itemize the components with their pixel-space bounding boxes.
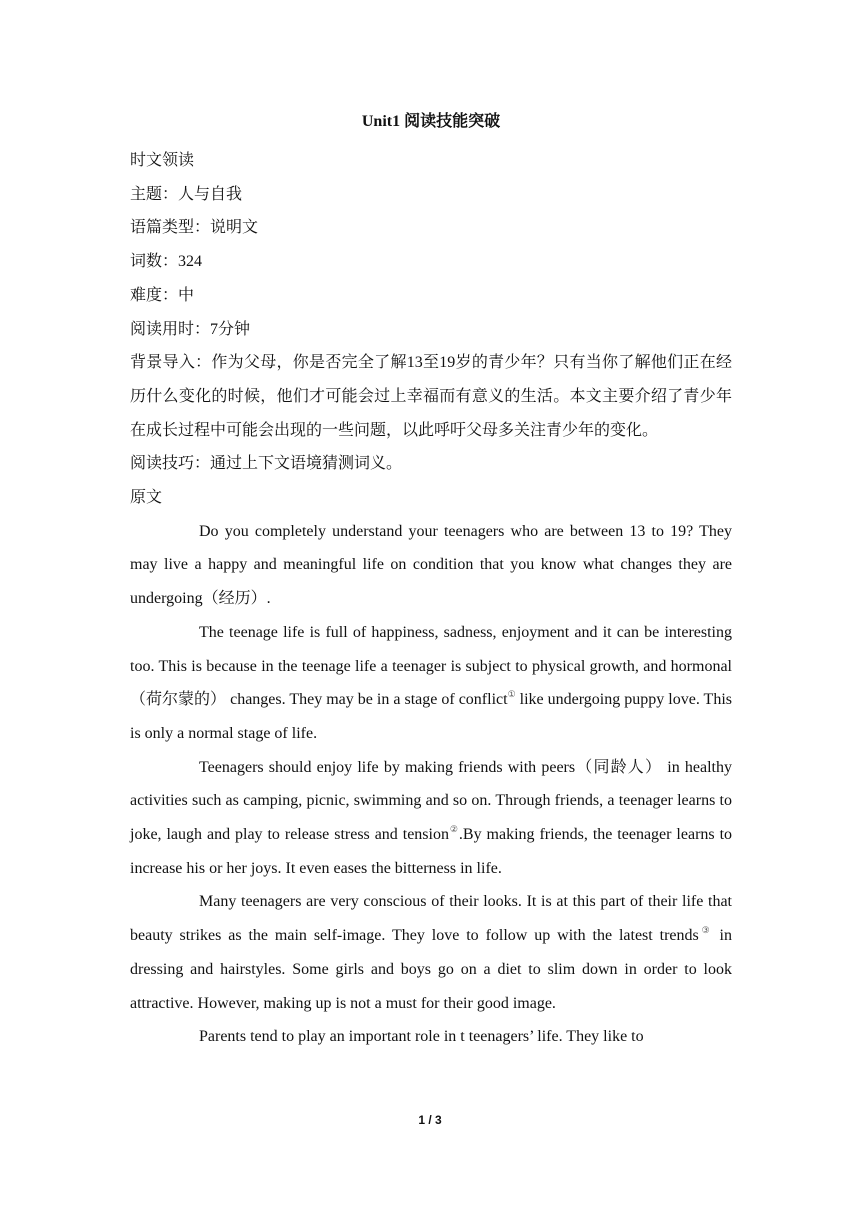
paragraph-3-text-b: in healthy activities such as camping, picnic, swimming and so on. Through friends, a teenager learns to joke, laugh and play to release stress and tension — [130, 758, 732, 844]
paragraph-2-text-a: The teenage life is full of happiness, sadness, enjoyment and it can be interesting too. This is because in the teenage life a teenager is subject to physical growth, and hormonal — [130, 623, 732, 675]
paragraph-4 — [130, 885, 732, 1020]
genre-line: 语篇类型：说明文 — [130, 219, 259, 237]
paragraph-4-text-a: Many teenagers are very conscious of their looks. It is at this part of their life that beauty strikes as the main self-image. They love to follow up with the latest trends — [130, 893, 732, 945]
word-count-line: 词数：324 — [130, 253, 203, 271]
original-text-heading: 原文 — [130, 489, 163, 507]
paragraph-3-text-a: Teenagers should enjoy life by making friends with peers — [199, 758, 576, 776]
background-intro: 背景导入：作为父母，你是否完全了解13至19岁的青少年？只有当你了解他们正在经历什么变化的时候，他们才可能会过上幸福而有意义的生活。本文主要介绍了青少年在成长过程中可能会出现的一些问题，以此呼吁父母多关注青少年的变化。 — [130, 354, 732, 439]
gloss-undergoing: （经历） — [202, 590, 267, 608]
paragraph-1-text-a: Do you completely understand your teenagers who are between 13 to 19? They may live a happy and meaningful life on condition that you know what changes they are undergoing — [130, 522, 732, 608]
footnote-marker-1: ① — [507, 689, 516, 700]
page-number: 1 / 3 — [418, 1113, 442, 1127]
paragraph-2-text-b: changes. They may be in a stage of conflict — [226, 691, 508, 709]
paragraph-5 — [130, 1020, 732, 1054]
gloss-peers: （同龄人） — [575, 758, 663, 776]
document-page — [130, 110, 732, 1054]
paragraph-2-text-c: like undergoing puppy love. This is only a normal stage of life. — [130, 691, 732, 742]
section-label: 时文领读 — [130, 152, 195, 169]
paragraph-5-text-a: Parents tend to play an important role in t teenagers’ life. They like to — [199, 1028, 644, 1046]
footnote-marker-3: ③ — [698, 925, 713, 936]
difficulty-line: 难度：中 — [130, 286, 195, 304]
gloss-hormonal: （荷尔蒙的） — [130, 691, 227, 709]
footnote-marker-2: ② — [448, 824, 459, 835]
paragraph-3 — [130, 751, 732, 886]
paragraph-4-text-b: in dressing and hairstyles. Some girls and boys go on a diet to slim down in order to look attractive. However, making up is not a must for their good image. — [130, 927, 732, 1012]
paragraph-2 — [130, 616, 732, 751]
theme-line: 主题：人与自我 — [130, 185, 243, 203]
document-title: Unit1 阅读技能突破 — [361, 113, 501, 130]
reading-skill-line: 阅读技巧：通过上下文语境猜测词义。 — [130, 455, 403, 473]
paragraph-1 — [130, 515, 732, 616]
paragraph-1-text-b: . — [266, 590, 271, 608]
reading-time-line: 阅读用时：7分钟 — [130, 320, 251, 338]
paragraph-3-text-c: .By making friends, the teenager learns to increase his or her joys. It even eases the bitterness in life. — [130, 826, 733, 877]
